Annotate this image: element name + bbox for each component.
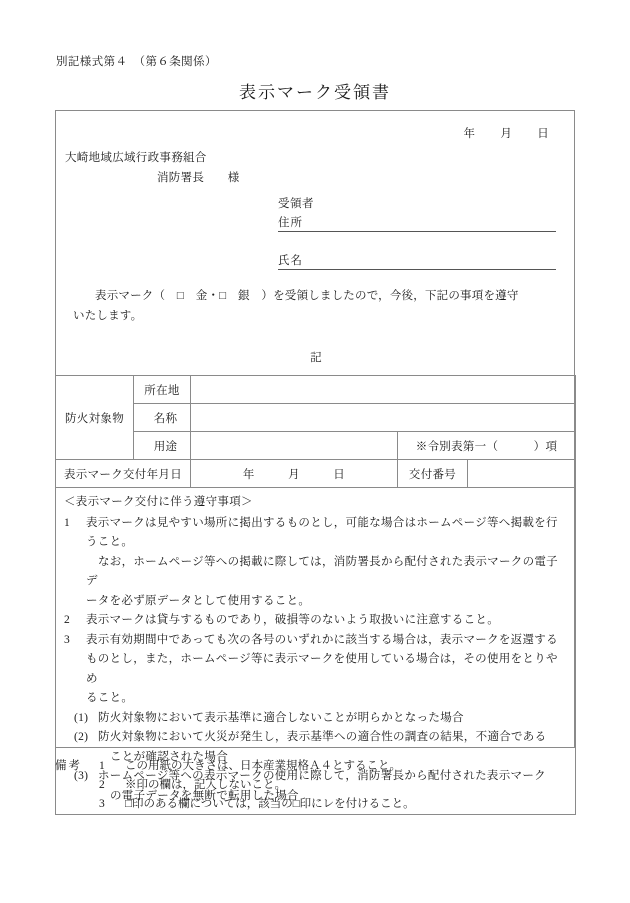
name-label-cell: 名称 bbox=[134, 404, 191, 432]
name-value-cell[interactable] bbox=[191, 404, 576, 432]
note-2-text: 表示マークは貸与するものであり，破損等のないよう取扱いに注意すること。 bbox=[86, 614, 499, 626]
note-item-2 bbox=[64, 611, 565, 631]
remarks-2-number: 2 bbox=[99, 779, 105, 791]
note-3-line-2: ものとし，また，ホームページ等に表示マークを使用している場合は，その使用をとりやめ bbox=[86, 653, 558, 685]
table-row-use bbox=[56, 432, 576, 460]
issue-date-value-cell[interactable] bbox=[191, 460, 398, 488]
remarks-1-text: この用紙の大きさは、日本産業規格Ａ４とすること。 bbox=[125, 760, 401, 772]
note-item-3 bbox=[64, 631, 565, 709]
object-label-cell: 防火対象物 bbox=[56, 376, 134, 460]
note-1-line-2: うこと。 bbox=[86, 536, 134, 548]
note-item-1 bbox=[64, 514, 565, 612]
table-row-location bbox=[56, 376, 576, 404]
note-subitem-1 bbox=[64, 709, 565, 729]
note-subitem-1-number: (1) bbox=[74, 711, 89, 724]
note-subitem-2-line-2: ことが確認された場合 bbox=[110, 750, 228, 763]
note-3-line-1: 表示有効期間中であっても次の各号のいずれかに該当する場合は，表示マークを返還する bbox=[86, 633, 558, 646]
address-field-row bbox=[278, 216, 556, 232]
note-3-line-3: ること。 bbox=[86, 692, 134, 704]
note-1-number: 1 bbox=[64, 516, 71, 529]
note-1-line-4: ータを必ず原データとして使用すること。 bbox=[86, 594, 311, 607]
address-input[interactable] bbox=[305, 216, 556, 232]
remarks-block bbox=[55, 757, 575, 814]
fire-protection-object-table bbox=[55, 375, 576, 815]
remarks-row-3 bbox=[55, 795, 575, 814]
declaration-line-1: 表示マーク（ □ 金・□ 銀 ）を受領しましたので，今後，下記の事項を遵守 bbox=[95, 290, 519, 302]
note-subitem-3-number: (3) bbox=[74, 770, 89, 782]
form-number: 別記様式第４ （第６条関係） bbox=[56, 56, 217, 68]
use-label-cell: 用途 bbox=[134, 432, 191, 460]
note-3-text bbox=[86, 631, 565, 709]
location-label-cell: 所在地 bbox=[134, 376, 191, 404]
use-value-cell[interactable] bbox=[191, 432, 398, 460]
note-2-number: 2 bbox=[64, 614, 71, 626]
name-label: 氏名 bbox=[278, 254, 305, 270]
appendix-note-cell: ※令別表第一（ ）項 bbox=[398, 432, 576, 460]
remarks-2-text: ※印の欄は，記入しないこと。 bbox=[125, 779, 286, 791]
receiver-label: 受領者 bbox=[278, 198, 314, 210]
issue-number-value-cell[interactable] bbox=[468, 460, 576, 488]
issue-date-label-cell: 表示マーク交付年月日 bbox=[56, 460, 191, 488]
note-subitem-3-line-1: ホームページ等への表示マークの使用に際して，消防署長から配付された表示マーク bbox=[98, 770, 546, 782]
document-title: 表示マーク受領書 bbox=[239, 83, 391, 102]
note-1-text bbox=[86, 514, 565, 612]
addressee-fire-chief: 消防署長 様 bbox=[157, 172, 240, 184]
note-3-number: 3 bbox=[64, 633, 71, 646]
table-row-issue bbox=[56, 460, 576, 488]
date-year-label: 年 bbox=[463, 128, 475, 140]
note-subitem-2-line-1: 防火対象物において火災が発生し，表示基準への適合性の調査の結果，不適合である bbox=[98, 731, 547, 743]
addressee-organization: 大崎地域広域行政事務組合 bbox=[65, 152, 207, 164]
note-subitem-2-number: (2) bbox=[74, 731, 89, 743]
address-label: 住所 bbox=[278, 216, 305, 232]
issue-month-label: 月 bbox=[288, 468, 300, 481]
note-subitem-1-text: 防火対象物において表示基準に適合しないことが明らかとなった場合 bbox=[98, 711, 464, 724]
issue-date-line bbox=[452, 125, 560, 141]
name-field-row bbox=[278, 254, 556, 270]
location-value-cell[interactable] bbox=[191, 376, 576, 404]
date-month-label: 月 bbox=[500, 128, 512, 140]
table-row-name bbox=[56, 404, 576, 432]
remarks-1-number: 1 bbox=[99, 760, 105, 772]
declaration-line-2: いたします。 bbox=[73, 310, 143, 322]
remarks-row-1 bbox=[55, 757, 575, 776]
date-day-label: 日 bbox=[537, 128, 549, 140]
remarks-3-number: 3 bbox=[99, 798, 105, 810]
name-input[interactable] bbox=[305, 254, 556, 270]
observance-notes-title: ＜表示マーク交付に伴う遵守事項＞ bbox=[64, 496, 253, 508]
note-subitem-3-line-2: の電子データを無断で転用した場合 bbox=[110, 789, 299, 802]
issue-number-label-cell: 交付番号 bbox=[398, 460, 468, 488]
note-1-line-3: なお，ホームページ等への掲載に際しては，消防署長から配付された表示マークの電子デ bbox=[86, 555, 558, 587]
receiver-block bbox=[278, 195, 556, 270]
ki-heading: 記 bbox=[310, 352, 322, 364]
declaration-statement bbox=[73, 286, 559, 326]
issue-year-label: 年 bbox=[242, 468, 255, 481]
remarks-label: 備考 bbox=[55, 760, 82, 772]
remarks-3-text: □印のある欄については，該当の□印にレを付けること。 bbox=[125, 798, 415, 810]
issue-day-label: 日 bbox=[333, 468, 346, 481]
note-1-line-1: 表示マークは見やすい場所に掲出するものとし，可能な場合はホームページ等へ掲載を行 bbox=[86, 516, 558, 529]
remarks-row-2 bbox=[55, 776, 575, 795]
